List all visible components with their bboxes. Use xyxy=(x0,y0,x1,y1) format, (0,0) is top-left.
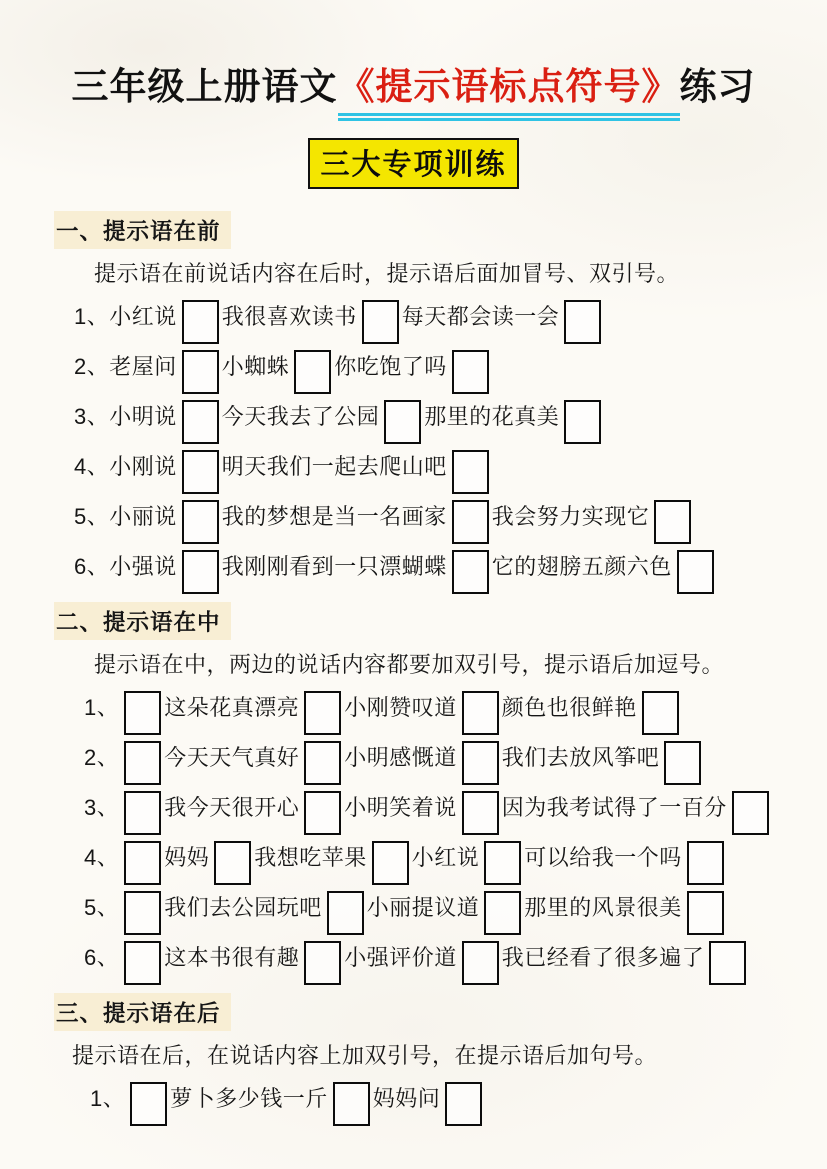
item-text: 妈妈问 xyxy=(372,1086,441,1112)
answer-box xyxy=(124,841,161,885)
item-text: 6、小强说 xyxy=(74,554,177,580)
answer-box xyxy=(709,941,746,985)
item-text: 5、 xyxy=(84,895,120,921)
item-text: 这朵花真漂亮 xyxy=(164,695,300,721)
answer-box xyxy=(462,791,499,835)
answer-box xyxy=(564,400,601,444)
answer-box xyxy=(304,941,341,985)
exercise-item xyxy=(74,494,787,538)
item-text: 小强评价道 xyxy=(344,945,457,971)
item-text: 我今天很开心 xyxy=(164,795,300,821)
item-text: 那里的花真美 xyxy=(424,404,560,430)
answer-box xyxy=(327,891,364,935)
answer-box xyxy=(462,741,499,785)
answer-box xyxy=(642,691,679,735)
item-text: 小蜘蛛 xyxy=(221,354,290,380)
item-text: 那里的风景很美 xyxy=(524,895,682,921)
answer-box xyxy=(384,400,421,444)
answer-box xyxy=(124,741,161,785)
title-prefix: 三年级上册语文 xyxy=(71,67,338,108)
exercise-item xyxy=(84,685,787,729)
answer-box xyxy=(372,841,409,885)
exercise-item xyxy=(74,394,787,438)
exercise-item xyxy=(84,885,787,929)
answer-box xyxy=(687,891,724,935)
answer-box xyxy=(452,450,489,494)
item-text: 我想吃苹果 xyxy=(254,845,367,871)
item-text: 1、 xyxy=(90,1086,126,1112)
item-text: 我们去放风筝吧 xyxy=(501,745,660,771)
item-text: 4、小刚说 xyxy=(74,454,177,480)
badge-wrapper xyxy=(40,138,787,189)
page-title xyxy=(40,56,787,121)
answer-box xyxy=(304,741,341,785)
item-text: 我会努力实现它 xyxy=(491,504,650,530)
section-instruction: 提示语在后，在说话内容上加双引号，在提示语后加句号。 xyxy=(72,1042,658,1068)
answer-box xyxy=(484,891,521,935)
item-text: 因为我考试得了一百分 xyxy=(501,795,727,821)
answer-box xyxy=(462,691,499,735)
answer-box xyxy=(732,791,769,835)
title-highlight: 《提示语标点符号》 xyxy=(338,67,680,116)
item-text: 5、小丽说 xyxy=(74,504,177,530)
answer-box xyxy=(130,1082,167,1126)
item-text: 小明感慨道 xyxy=(344,745,457,771)
answer-box xyxy=(124,691,161,735)
answer-box xyxy=(333,1082,370,1126)
item-text: 1、小红说 xyxy=(74,304,177,330)
answer-box xyxy=(304,791,341,835)
answer-box xyxy=(452,500,489,544)
answer-box xyxy=(182,350,219,394)
answer-box xyxy=(462,941,499,985)
item-text: 你吃饱了吗 xyxy=(334,354,447,380)
title-underline xyxy=(338,67,680,121)
exercise-item xyxy=(84,785,787,829)
item-text: 妈妈 xyxy=(164,845,210,871)
item-text: 4、 xyxy=(84,845,120,871)
exercise-item xyxy=(74,344,787,388)
answer-box xyxy=(214,841,251,885)
answer-box xyxy=(445,1082,482,1126)
item-text: 6、 xyxy=(84,945,120,971)
item-text: 小刚赞叹道 xyxy=(344,695,457,721)
exercise-item xyxy=(84,735,787,779)
answer-box xyxy=(182,400,219,444)
section-instruction: 提示语在中，两边的说话内容都要加双引号，提示语后加逗号。 xyxy=(94,651,725,677)
answer-box xyxy=(452,350,489,394)
answer-box xyxy=(182,450,219,494)
item-text: 它的翅膀五颜六色 xyxy=(491,554,672,580)
item-text: 我已经看了很多遍了 xyxy=(501,945,705,971)
item-text: 我们去公园玩吧 xyxy=(164,895,322,921)
item-text: 1、 xyxy=(84,695,120,721)
sections-container xyxy=(40,211,787,1120)
answer-box xyxy=(452,550,489,594)
exercise-item xyxy=(74,294,787,338)
answer-box xyxy=(304,691,341,735)
item-text: 2、 xyxy=(84,745,120,771)
item-text: 这本书很有趣 xyxy=(164,945,300,971)
item-text: 我刚刚看到一只漂蝴蝶 xyxy=(221,554,447,580)
section-instruction: 提示语在前说话内容在后时，提示语后面加冒号、双引号。 xyxy=(94,260,680,286)
answer-box xyxy=(124,791,161,835)
answer-box xyxy=(484,841,521,885)
title-suffix: 练习 xyxy=(679,67,756,108)
answer-box xyxy=(182,300,219,344)
item-text: 小丽提议道 xyxy=(366,895,480,921)
item-text: 我的梦想是当一名画家 xyxy=(221,504,447,530)
exercise-item xyxy=(90,1076,787,1120)
item-text: 小红说 xyxy=(411,845,480,871)
answer-box xyxy=(654,500,691,544)
item-text: 小明笑着说 xyxy=(344,795,457,821)
section-heading: 一、提示语在前 xyxy=(54,211,231,249)
exercise-item xyxy=(84,935,787,979)
item-text: 萝卜多少钱一斤 xyxy=(170,1086,328,1112)
section-heading: 三、提示语在后 xyxy=(54,993,231,1031)
item-text: 今天我去了公园 xyxy=(221,404,380,430)
item-text: 今天天气真好 xyxy=(164,745,300,771)
exercise-item xyxy=(84,835,787,879)
item-text: 明天我们一起去爬山吧 xyxy=(221,454,447,480)
section-2 xyxy=(40,602,787,979)
answer-box xyxy=(124,941,161,985)
answer-box xyxy=(182,550,219,594)
section-3 xyxy=(40,993,787,1120)
answer-box xyxy=(362,300,399,344)
answer-box xyxy=(664,741,701,785)
item-text: 颜色也很鲜艳 xyxy=(501,695,637,721)
answer-box xyxy=(677,550,714,594)
item-text: 我很喜欢读书 xyxy=(221,304,357,330)
item-text: 3、小明说 xyxy=(74,404,177,430)
subtitle-badge: 三大专项训练 xyxy=(308,138,518,189)
section-1 xyxy=(40,211,787,588)
section-heading: 二、提示语在中 xyxy=(54,602,231,640)
answer-box xyxy=(182,500,219,544)
answer-box xyxy=(294,350,331,394)
exercise-item xyxy=(74,544,787,588)
answer-box xyxy=(564,300,601,344)
item-text: 可以给我一个吗 xyxy=(524,845,682,871)
exercise-item xyxy=(74,444,787,488)
answer-box xyxy=(124,891,161,935)
item-text: 3、 xyxy=(84,795,120,821)
item-text: 2、老屋问 xyxy=(74,354,177,380)
item-text: 每天都会读一会 xyxy=(401,304,560,330)
answer-box xyxy=(687,841,724,885)
